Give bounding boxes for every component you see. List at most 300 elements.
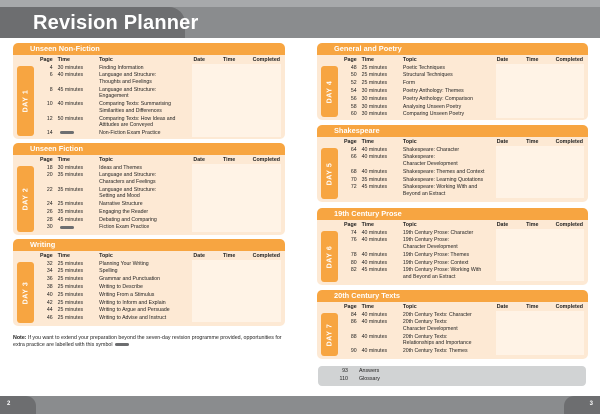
column-header-time: Time <box>361 222 374 228</box>
completed-field[interactable] <box>252 268 281 276</box>
section-heading: 20th Century Texts <box>317 290 588 302</box>
table-header-row <box>343 55 584 64</box>
time-field[interactable] <box>525 311 554 319</box>
time-field[interactable] <box>222 101 252 115</box>
completed-field[interactable] <box>555 154 584 168</box>
topic-line: Writing to Argue and Persuade <box>99 307 170 314</box>
column-header-date: Date <box>496 139 509 145</box>
row-page: 64 <box>350 146 357 153</box>
completed-field[interactable] <box>555 176 584 184</box>
row-topic <box>402 176 496 184</box>
day-tab <box>17 66 34 136</box>
date-field[interactable] <box>192 115 222 129</box>
column-header-date: Date <box>193 57 205 63</box>
column-header-topic: Topic <box>99 57 113 63</box>
completed-field[interactable] <box>252 307 281 315</box>
row-time: 40 minutes <box>361 251 388 258</box>
column-header-time2: Time <box>526 222 539 228</box>
topic-line: Engaging the Reader <box>99 208 149 215</box>
row-time: 25 minutes <box>57 291 84 298</box>
date-field[interactable] <box>192 101 222 115</box>
day-label: DAY 2 <box>22 187 29 211</box>
completed-field[interactable] <box>252 299 281 307</box>
topic-line: Language and Structure: <box>99 72 157 79</box>
time-field[interactable] <box>525 251 554 259</box>
time-field[interactable] <box>525 259 554 267</box>
date-field[interactable] <box>496 154 525 168</box>
date-field[interactable] <box>496 146 525 154</box>
time-field[interactable] <box>525 103 555 111</box>
topic-line: Debating and Comparing <box>99 216 157 223</box>
topic-line: Non-Fiction Exam Practice <box>99 129 161 136</box>
day-label: DAY 7 <box>326 323 333 346</box>
completed-field[interactable] <box>555 64 584 72</box>
table-row <box>343 333 584 347</box>
row-page: 36 <box>46 276 53 283</box>
row-topic <box>98 208 192 216</box>
topic-line: Shakespeare: <box>402 154 435 161</box>
table-row <box>39 201 281 209</box>
row-topic <box>402 259 496 267</box>
row-page: 6 <box>49 72 53 79</box>
date-field[interactable] <box>192 276 222 284</box>
topic-line: Thoughts and Feelings <box>99 78 152 85</box>
completed-field[interactable] <box>252 164 281 172</box>
date-field[interactable] <box>192 307 222 315</box>
row-page: 68 <box>350 168 357 175</box>
topic-line: Structural Techniques <box>402 72 453 79</box>
row-time: 40 minutes <box>361 319 388 326</box>
day-tab <box>321 231 338 282</box>
row-topic <box>402 72 496 80</box>
date-field[interactable] <box>496 176 525 184</box>
completed-field[interactable] <box>555 111 584 119</box>
date-field[interactable] <box>192 64 222 72</box>
table-row <box>39 115 281 129</box>
topic-line: Writing From a Stimulus <box>99 291 155 298</box>
completed-field[interactable] <box>252 216 281 224</box>
column-header-date: Date <box>496 222 509 228</box>
date-field[interactable] <box>496 111 525 119</box>
date-field[interactable] <box>496 80 525 88</box>
topic-line: Analysing Unseen Poetry <box>402 103 462 110</box>
date-field[interactable] <box>192 314 222 322</box>
completed-field[interactable] <box>555 87 584 95</box>
completed-field[interactable] <box>555 237 584 251</box>
section-19th-century-prose <box>317 208 588 285</box>
time-field[interactable] <box>222 201 252 209</box>
completed-field[interactable] <box>555 311 584 319</box>
completed-field[interactable] <box>555 251 584 259</box>
column-header-topic: Topic <box>402 139 417 145</box>
time-field[interactable] <box>525 176 554 184</box>
row-page: 48 <box>350 64 357 71</box>
date-field[interactable] <box>192 201 222 209</box>
planner-table <box>39 55 281 137</box>
section-heading: Shakespeare <box>317 125 588 137</box>
row-time: 25 minutes <box>361 64 388 71</box>
footer-left-tab <box>0 396 36 414</box>
row-page: 24 <box>46 201 53 208</box>
row-time: 30 minutes <box>361 87 388 94</box>
day-label: DAY 5 <box>326 162 333 185</box>
section-writing <box>13 239 285 326</box>
table-row <box>343 111 584 119</box>
time-field[interactable] <box>525 319 554 333</box>
table-row <box>343 311 584 319</box>
day-tab <box>17 166 34 232</box>
date-field[interactable] <box>192 72 222 86</box>
time-field[interactable] <box>222 268 252 276</box>
column-header-time2: Time <box>223 253 236 259</box>
section-body <box>317 302 588 355</box>
time-field[interactable] <box>222 64 252 72</box>
row-topic <box>98 86 192 100</box>
column-header-date: Date <box>496 57 509 63</box>
day-label: DAY 4 <box>326 80 333 103</box>
column-header-topic: Topic <box>99 157 113 163</box>
date-field[interactable] <box>496 184 525 198</box>
completed-field[interactable] <box>555 72 584 80</box>
topic-line: Similarities and Differences <box>99 107 162 114</box>
completed-field[interactable] <box>252 283 281 291</box>
date-field[interactable] <box>496 87 525 95</box>
answers-label: Answers <box>359 368 380 374</box>
topic-line: 19th Century Prose: Working With <box>402 267 482 274</box>
row-topic <box>98 201 192 209</box>
topic-line: Poetic Techniques <box>402 64 445 71</box>
row-topic <box>402 80 496 88</box>
row-time: 30 minutes <box>57 164 84 171</box>
date-field[interactable] <box>496 333 525 347</box>
column-header-topic: Topic <box>402 57 417 63</box>
row-page: 52 <box>350 80 357 87</box>
time-field[interactable] <box>222 314 252 322</box>
completed-field[interactable] <box>252 314 281 322</box>
time-field[interactable] <box>525 95 555 103</box>
time-field[interactable] <box>222 186 252 200</box>
section-heading: 19th Century Prose <box>317 208 588 220</box>
topic-line: 20th Century Texts: <box>402 319 448 326</box>
completed-field[interactable] <box>555 146 584 154</box>
completed-field[interactable] <box>252 115 281 129</box>
date-field[interactable] <box>496 259 525 267</box>
time-field[interactable] <box>222 276 252 284</box>
row-page: 74 <box>350 229 357 236</box>
time-field[interactable] <box>222 299 252 307</box>
completed-field[interactable] <box>252 201 281 209</box>
date-field[interactable] <box>496 319 525 333</box>
column-header-completed: Completed <box>555 222 583 228</box>
table-row <box>343 259 584 267</box>
date-field[interactable] <box>496 103 525 111</box>
completed-field[interactable] <box>555 319 584 333</box>
row-page: 86 <box>350 319 357 326</box>
row-topic <box>98 186 192 200</box>
row-topic <box>98 216 192 224</box>
row-time: 25 minutes <box>57 283 84 290</box>
topic-line: Writing to Describe <box>99 283 143 290</box>
date-field[interactable] <box>192 299 222 307</box>
date-field[interactable] <box>496 95 525 103</box>
time-field[interactable] <box>525 184 554 198</box>
topic-line: Beyond an Extract <box>402 190 446 197</box>
date-field[interactable] <box>496 311 525 319</box>
row-time: 25 minutes <box>57 276 84 283</box>
time-field[interactable] <box>525 87 555 95</box>
time-field[interactable] <box>525 267 554 281</box>
completed-field[interactable] <box>555 348 584 356</box>
row-page: 76 <box>350 237 357 244</box>
table-row <box>343 348 584 356</box>
date-field[interactable] <box>192 224 222 232</box>
column-header-time: Time <box>57 253 70 259</box>
answers-row <box>333 368 586 376</box>
row-topic <box>402 319 496 333</box>
row-page: 28 <box>46 216 53 223</box>
row-page: 20 <box>46 172 53 179</box>
time-field[interactable] <box>222 283 252 291</box>
topic-line: Poetry Anthology: Themes <box>402 87 464 94</box>
row-time: 40 minutes <box>361 154 388 161</box>
column-header-completed: Completed <box>252 57 280 63</box>
day-label: DAY 6 <box>326 245 333 268</box>
column-header-page: Page <box>344 139 357 145</box>
date-field[interactable] <box>496 237 525 251</box>
completed-field[interactable] <box>252 72 281 86</box>
column-header-page: Page <box>344 222 357 228</box>
date-field[interactable] <box>192 186 222 200</box>
column-header-time: Time <box>361 57 374 63</box>
time-field[interactable] <box>222 208 252 216</box>
time-field[interactable] <box>222 129 252 137</box>
date-field[interactable] <box>192 260 222 268</box>
column-header-time: Time <box>361 304 374 310</box>
date-field[interactable] <box>496 348 525 356</box>
time-field[interactable] <box>222 291 252 299</box>
column-header-topic: Topic <box>402 304 417 310</box>
date-field[interactable] <box>496 229 525 237</box>
row-topic <box>402 251 496 259</box>
topic-line: Engagement <box>99 93 129 100</box>
column-header-time2: Time <box>223 57 236 63</box>
completed-field[interactable] <box>555 80 584 88</box>
topic-line: 20th Century Texts: <box>402 333 448 340</box>
row-time: 40 minutes <box>361 311 388 318</box>
completed-field[interactable] <box>555 267 584 281</box>
time-field[interactable] <box>525 154 554 168</box>
section-20th-century-texts <box>317 290 588 359</box>
completed-field[interactable] <box>555 229 584 237</box>
row-topic <box>402 333 496 347</box>
row-time: 40 minutes <box>57 101 84 108</box>
table-row <box>39 164 281 172</box>
row-time: 40 minutes <box>361 348 388 355</box>
row-time <box>57 129 98 137</box>
topic-line: Shakespeare: Themes and Context <box>402 168 485 175</box>
date-field[interactable] <box>192 129 222 137</box>
section-heading: Unseen Non-Fiction <box>13 43 285 55</box>
planner-table <box>343 302 584 355</box>
row-page: 70 <box>350 176 357 183</box>
completed-field[interactable] <box>252 224 281 232</box>
table-row <box>39 268 281 276</box>
completed-field[interactable] <box>252 260 281 268</box>
table-row <box>39 72 281 86</box>
completed-field[interactable] <box>555 168 584 176</box>
completed-field[interactable] <box>252 86 281 100</box>
row-time: 40 minutes <box>361 168 388 175</box>
table-header-row <box>343 137 584 146</box>
table-row <box>39 101 281 115</box>
table-row <box>39 299 281 307</box>
row-topic <box>402 64 496 72</box>
date-field[interactable] <box>192 216 222 224</box>
column-header-topic: Topic <box>402 222 417 228</box>
row-time: 45 minutes <box>57 86 84 93</box>
footer-bar <box>0 396 600 414</box>
topic-line: 19th Century Prose: <box>402 237 450 244</box>
date-field[interactable] <box>496 267 525 281</box>
row-topic <box>402 103 496 111</box>
time-field[interactable] <box>525 333 554 347</box>
date-field[interactable] <box>496 72 525 80</box>
topic-line: Planning Your Writing <box>99 260 149 267</box>
time-field[interactable] <box>222 86 252 100</box>
row-time: 35 minutes <box>57 186 84 193</box>
time-field[interactable] <box>525 64 555 72</box>
row-topic <box>402 237 496 251</box>
row-page: 34 <box>46 268 53 275</box>
completed-field[interactable] <box>555 184 584 198</box>
row-time: 40 minutes <box>361 259 388 266</box>
topic-line: 20th Century Texts: Themes <box>402 348 468 355</box>
answers-glossary-panel <box>318 366 586 386</box>
row-topic <box>98 276 192 284</box>
time-field[interactable] <box>525 111 555 119</box>
section-general-and-poetry <box>317 43 588 120</box>
date-field[interactable] <box>192 283 222 291</box>
row-time: 25 minutes <box>361 72 388 79</box>
row-topic <box>402 154 496 168</box>
time-field[interactable] <box>525 146 554 154</box>
date-field[interactable] <box>192 268 222 276</box>
column-header-completed: Completed <box>555 304 583 310</box>
completed-field[interactable] <box>555 259 584 267</box>
extra-practice-icon <box>115 343 129 346</box>
table-row <box>39 307 281 315</box>
row-topic <box>98 64 192 72</box>
section-body <box>13 55 285 137</box>
table-row <box>343 103 584 111</box>
completed-field[interactable] <box>555 333 584 347</box>
completed-field[interactable] <box>555 103 584 111</box>
row-page: 30 <box>46 224 53 231</box>
time-field[interactable] <box>525 168 554 176</box>
column-header-time2: Time <box>526 304 539 310</box>
row-topic <box>402 184 496 198</box>
row-time: 45 minutes <box>361 267 388 274</box>
date-field[interactable] <box>496 168 525 176</box>
column-header-time2: Time <box>526 139 539 145</box>
section-shakespeare <box>317 125 588 202</box>
completed-field[interactable] <box>252 129 281 137</box>
column-header-time2: Time <box>222 157 236 163</box>
completed-field[interactable] <box>252 172 281 186</box>
completed-field[interactable] <box>252 276 281 284</box>
row-page: 46 <box>46 315 53 322</box>
completed-field[interactable] <box>252 186 281 200</box>
row-page: 80 <box>350 259 357 266</box>
row-time: 40 minutes <box>361 333 388 340</box>
time-field[interactable] <box>222 164 252 172</box>
column-header-page: Page <box>344 304 357 310</box>
date-field[interactable] <box>192 291 222 299</box>
glossary-label: Glossary <box>359 375 380 382</box>
time-field[interactable] <box>222 72 252 86</box>
time-field[interactable] <box>222 172 252 186</box>
row-topic <box>98 115 192 129</box>
row-topic <box>402 146 496 154</box>
table-row <box>39 314 281 322</box>
time-field[interactable] <box>222 224 252 232</box>
time-field[interactable] <box>222 216 252 224</box>
completed-field[interactable] <box>555 95 584 103</box>
section-body <box>13 155 285 232</box>
column-header-completed: Completed <box>252 253 280 259</box>
table-row <box>39 224 281 232</box>
time-field[interactable] <box>525 72 555 80</box>
table-row <box>39 260 281 268</box>
time-field[interactable] <box>525 229 554 237</box>
day-tab <box>321 148 338 199</box>
time-field[interactable] <box>222 260 252 268</box>
time-field[interactable] <box>525 80 555 88</box>
column-header-time2: Time <box>526 57 539 63</box>
row-topic <box>98 164 192 172</box>
planner-table <box>39 155 281 232</box>
completed-field[interactable] <box>252 291 281 299</box>
time-field[interactable] <box>222 307 252 315</box>
topic-line: Comparing Texts: Summarising <box>99 101 172 108</box>
section-heading: General and Poetry <box>317 43 588 55</box>
row-topic <box>402 111 496 119</box>
date-field[interactable] <box>192 86 222 100</box>
topic-line: Character Development <box>402 160 458 167</box>
date-field[interactable] <box>192 208 222 216</box>
row-page: 50 <box>350 72 357 79</box>
completed-field[interactable] <box>252 101 281 115</box>
date-field[interactable] <box>192 164 222 172</box>
column-header-time: Time <box>57 157 70 163</box>
row-page: 82 <box>350 267 357 274</box>
time-field[interactable] <box>525 237 554 251</box>
time-field[interactable] <box>222 115 252 129</box>
row-page: 14 <box>46 129 53 136</box>
date-field[interactable] <box>496 64 525 72</box>
answers-page: 93 <box>342 368 348 374</box>
completed-field[interactable] <box>252 208 281 216</box>
date-field[interactable] <box>496 251 525 259</box>
date-field[interactable] <box>192 172 222 186</box>
column-header-completed: Completed <box>555 139 583 145</box>
table-header-row <box>39 155 281 164</box>
time-field[interactable] <box>525 348 554 356</box>
topic-line: Narrative Structure <box>99 201 143 208</box>
completed-field[interactable] <box>252 64 281 72</box>
row-page: 4 <box>49 64 53 71</box>
table-row <box>343 80 584 88</box>
